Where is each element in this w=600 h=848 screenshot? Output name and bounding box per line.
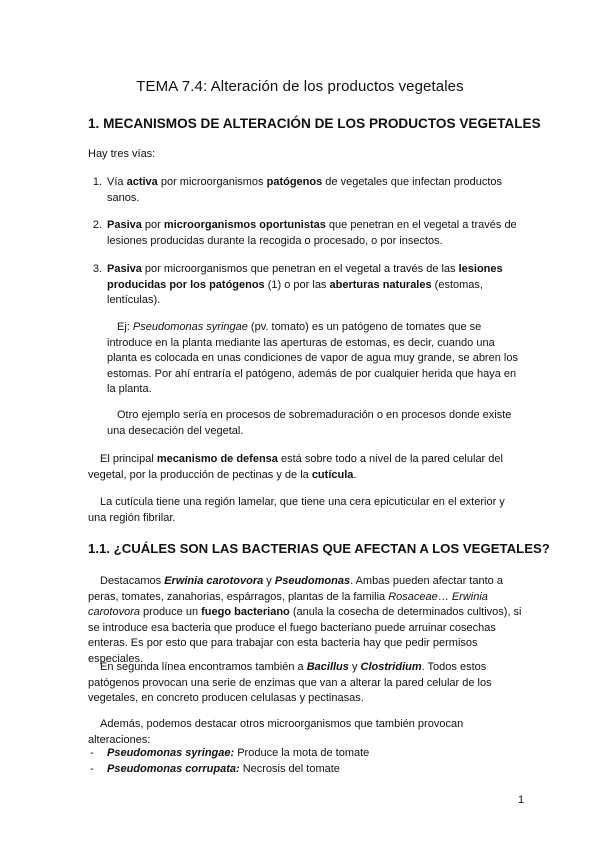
text-run: Erwinia carotovora bbox=[164, 575, 264, 587]
example-text: (pv. tomato) es un patógeno de tomates que se introduce en la planta mediante las aperturas de estomas, es decir, cuando una planta es colocada en unas condiciones de vapor de agua muy grande, se abren los estomas. Por ahí entraría el patógeno, además de por cualquier herida que haya en la planta. bbox=[107, 321, 518, 396]
example-species: Pseudomonas syringae bbox=[132, 321, 248, 333]
bullet-text-2: Necrosis del tomate bbox=[239, 763, 340, 775]
text-run: … bbox=[437, 590, 452, 603]
text-run: mecanismo de defensa bbox=[156, 453, 278, 465]
example-prefix: Ej: bbox=[117, 321, 133, 333]
text-run: . bbox=[353, 468, 357, 481]
list-number-3: 3. bbox=[92, 263, 102, 275]
example-paragraph bbox=[107, 320, 525, 398]
section-1-1-heading: 1.1. ¿CUÁLES SON LAS BACTERIAS QUE AFECTAN A LOS VEGETALES? bbox=[88, 541, 550, 556]
list-number-2: 2. bbox=[92, 219, 102, 231]
other-example-paragraph: Otro ejemplo sería en procesos de sobremaduración o en procesos donde existe una desecación del vegetal. bbox=[107, 409, 512, 437]
text-run: cutícula bbox=[311, 468, 354, 481]
bacteria-paragraph-2 bbox=[88, 660, 524, 707]
text-run: lesiones producidas por los patógenos bbox=[107, 263, 503, 291]
intro-text: Hay tres vías: bbox=[88, 148, 156, 160]
text-run: . Ambas pueden afectar tanto a peras, tomates, zanahorias, espárragos, plantas de la familia bbox=[88, 575, 503, 603]
bacteria-paragraph-3: Además, podemos destacar otros microorganismos que también provocan alteraciones: bbox=[88, 718, 464, 746]
bullet-species-2: Pseudomonas corrupata: bbox=[107, 763, 240, 775]
list-item-3 bbox=[107, 262, 525, 309]
text-run: Vía bbox=[107, 176, 127, 188]
text-run: Pasiva bbox=[107, 263, 142, 275]
text-run: microorganismos oportunistas bbox=[163, 219, 326, 231]
bullet-item-2 bbox=[107, 762, 340, 778]
text-run: patógenos bbox=[266, 176, 323, 188]
section-1-heading: 1. MECANISMOS DE ALTERACIÓN DE LOS PRODUCTOS VEGETALES bbox=[88, 116, 541, 131]
text-run: y bbox=[263, 575, 275, 587]
document-title: TEMA 7.4: Alteración de los productos vegetales bbox=[136, 78, 464, 95]
text-run: está sobre todo a nivel de la pared celular del vegetal, por la producción de pectinas y de la bbox=[88, 453, 503, 481]
text-run: El principal bbox=[100, 453, 157, 465]
list-item-2 bbox=[107, 218, 525, 249]
text-run: En segunda línea encontramos también a bbox=[100, 661, 307, 673]
text-run: Clostridium bbox=[360, 661, 422, 673]
text-run: por microorganismos que penetran en el vegetal a través de las bbox=[141, 263, 459, 275]
text-run: Pasiva bbox=[107, 219, 142, 231]
text-run: Pseudomonas bbox=[274, 575, 351, 587]
page-number: 1 bbox=[518, 794, 525, 806]
text-run: aberturas naturales bbox=[329, 278, 432, 291]
list-item-1 bbox=[107, 175, 525, 206]
text-run: por microorganismos bbox=[157, 176, 267, 188]
text-run: (estomas, lentículas). bbox=[107, 278, 483, 307]
bullet-item-1 bbox=[107, 746, 369, 762]
text-run: activa bbox=[126, 176, 158, 188]
bacteria-paragraph-1 bbox=[88, 574, 524, 668]
text-run: Bacillus bbox=[306, 661, 349, 673]
text-run: Rosaceae bbox=[388, 590, 438, 603]
bullet-dash-2: - bbox=[90, 763, 94, 775]
bullet-dash-1: - bbox=[90, 747, 94, 759]
text-run: que penetran en el vegetal a través de lesiones producidas durante la recogida o procesado, o por insectos. bbox=[107, 219, 517, 247]
text-run: fuego bacteriano bbox=[201, 606, 290, 619]
text-run: . Todos estos patógenos provocan una serie de enzimas que van a alterar la pared celular de los vegetales, en concreto producen celulasas y pectinasas. bbox=[88, 661, 492, 705]
text-run: produce un bbox=[139, 606, 202, 619]
text-run: y bbox=[348, 661, 361, 673]
text-run: Destacamos bbox=[100, 575, 165, 587]
text-run: por bbox=[141, 219, 164, 231]
text-run: (1) o por las bbox=[264, 278, 330, 291]
text-run: de vegetales que infectan productos sanos. bbox=[107, 176, 503, 204]
text-run: (anula la cosecha de determinados cultivos), si se introduce esa bacteria que produce el fuego bacteriano puede arruinar cosechas enteras. Es por esto que para trabajar con esta bacteria hay que pedir permisos especiales. bbox=[88, 606, 522, 665]
cuticle-paragraph: La cutícula tiene una región lamelar, que tiene una cera epicuticular en el exterior y una región fibrilar. bbox=[88, 496, 505, 524]
list-number-1: 1. bbox=[92, 176, 102, 188]
bullet-species-1: Pseudomonas syringae: bbox=[107, 747, 235, 759]
defense-paragraph bbox=[88, 452, 524, 483]
text-run: Erwinia carotovora bbox=[88, 590, 488, 619]
bullet-text-1: Produce la mota de tomate bbox=[234, 747, 370, 759]
